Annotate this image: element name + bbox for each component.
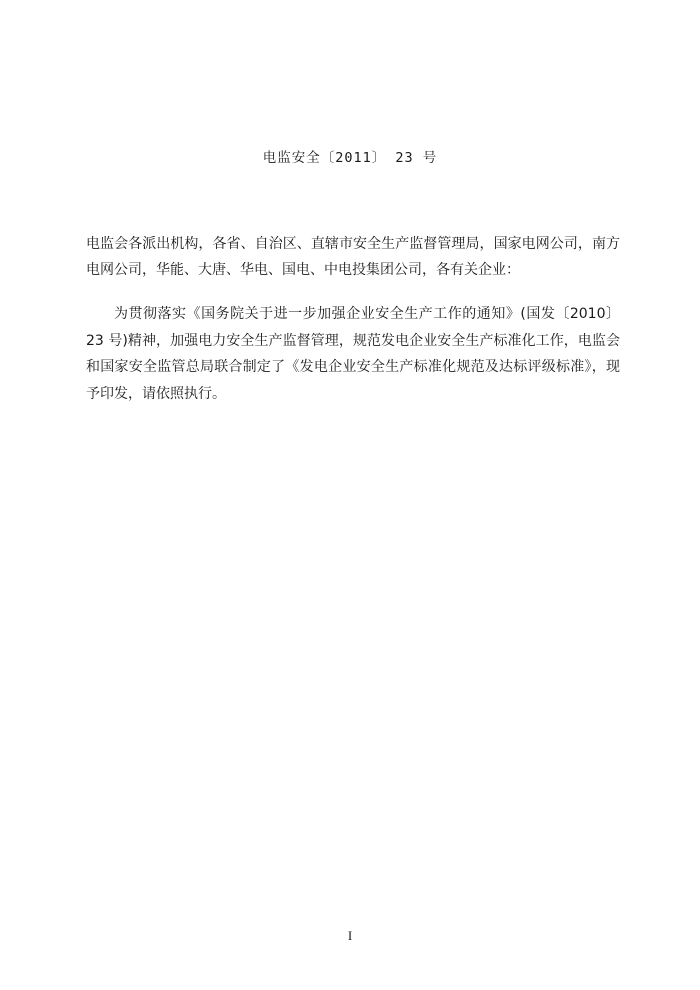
- addressee-paragraph: 电监会各派出机构，各省、自治区、直辖市安全生产监督管理局，国家电网公司，南方电网公司，华能、大唐、华电、国电、中电投集团公司，各有关企业：: [86, 236, 620, 278]
- page-number: I: [347, 928, 353, 943]
- body-paragraph: 为贯彻落实《国务院关于进一步加强企业安全生产工作的通知》(国发〔2010〕23 号)精神，加强电力安全生产监督管理，规范发电企业安全生产标准化工作，电监会和国家安全监管总局联合制定了《发电企业安全生产标准化规范及达标评级标准》，现予印发，请依照执行。: [86, 306, 620, 402]
- document-number: 电监安全〔2011〕 23 号: [262, 150, 438, 166]
